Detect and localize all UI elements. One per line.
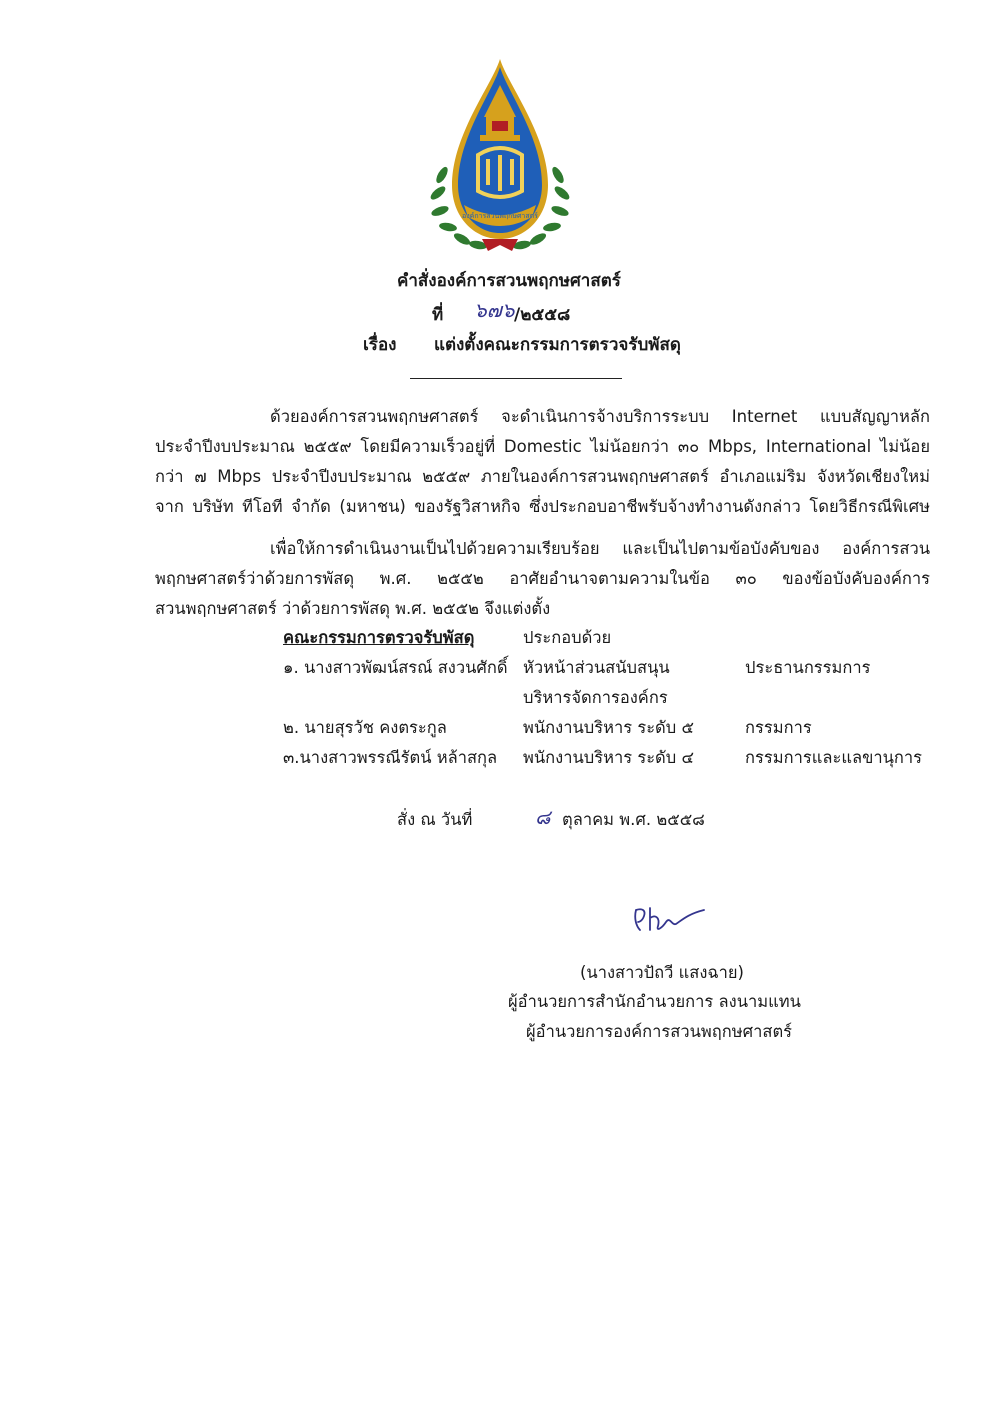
order-date-rest: ตุลาคม พ.ศ. ๒๕๕๘ [562, 810, 705, 829]
subject-text: แต่งตั้งคณะกรรมการตรวจรับพัสดุ [434, 335, 681, 355]
order-number-handwritten: ๖๗๖ [474, 298, 515, 322]
committee-heading: คณะกรรมการตรวจรับพัสดุ [283, 628, 475, 647]
emblem-text: องค์การสวนพฤกษศาสตร์ [462, 212, 538, 220]
handwritten-signature [630, 900, 710, 940]
paragraph-1-line: ประจำปีงบประมาณ ๒๕๕๙ โดยมีความเร็วอยู่ที่ Domestic ไม่น้อยกว่า ๓๐ Mbps, International ไม่น้อย [155, 437, 930, 456]
organization-logo [422, 55, 578, 255]
committee-heading-suffix: ประกอบด้วย [523, 628, 612, 647]
member-role: ประธานกรรมการ [745, 658, 871, 677]
paragraph-2-line: สวนพฤกษศาสตร์ ว่าด้วยการพัสดุ พ.ศ. ๒๕๕๒ จึงแต่งตั้ง [155, 599, 551, 618]
order-number-suffix: /๒๕๕๘ [514, 305, 571, 325]
member-role: กรรมการและแลขานุการ [745, 748, 923, 767]
member-role: กรรมการ [745, 718, 812, 737]
paragraph-1-line: จาก บริษัท ทีโอที จำกัด (มหาชน) ของรัฐวิสาหกิจ ซึ่งประกอบอาชีพรับจ้างทำงานดังกล่าว โดยวิธีกรณีพิเศษ [155, 497, 930, 516]
member-position-line2: บริหารจัดการองค์กร [523, 688, 668, 707]
paragraph-2-line: พฤกษศาสตร์ว่าด้วยการพัสดุ พ.ศ. ๒๕๕๒ อาศัยอำนาจตามความในข้อ ๓๐ ของข้อบังคับองค์การ [155, 569, 930, 588]
member-name: ๓.นางสาวพรรณีรัตน์ หล้าสกุล [283, 748, 498, 767]
signer-title-2: ผู้อำนวยการองค์การสวนพฤกษศาสตร์ [526, 1022, 793, 1041]
signer-name: (นางสาวปัถวี แสงฉาย) [580, 963, 744, 982]
order-date-prefix: สั่ง ณ วันที่ [397, 810, 473, 829]
member-name: ๑. นางสาวพัฒน์สรณ์ สงวนศักดิ์ [283, 658, 508, 677]
member-position: หัวหน้าส่วนสนับสนุน [523, 658, 670, 677]
order-number-label: ที่ [432, 305, 444, 325]
paragraph-2-line: เพื่อให้การดำเนินงานเป็นไปด้วยความเรียบร้อย และเป็นไปตามข้อบังคับของ องค์การสวน [270, 539, 930, 558]
document-title: คำสั่งองค์การสวนพฤกษศาสตร์ [397, 271, 621, 291]
header-divider [410, 378, 622, 379]
paragraph-1-line: ด้วยองค์การสวนพฤกษศาสตร์ จะดำเนินการจ้างบริการระบบ Internet แบบสัญญาหลัก [270, 407, 930, 426]
paragraph-2 [155, 534, 930, 624]
member-position: พนักงานบริหาร ระดับ ๔ [523, 748, 694, 767]
subject-label: เรื่อง [363, 335, 397, 355]
order-date-day-handwritten: ๘ [535, 805, 551, 829]
paragraph-1 [155, 402, 930, 522]
paragraph-1-line: กว่า ๗ Mbps ประจำปีงบประมาณ ๒๕๕๙ ภายในองค์การสวนพฤกษศาสตร์ อำเภอแม่ริม จังหวัดเชียงใหม่ [155, 467, 930, 486]
signer-title-1: ผู้อำนวยการสำนักอำนวยการ ลงนามแทน [508, 992, 801, 1011]
member-name: ๒. นายสุรวัช คงตระกูล [283, 718, 447, 737]
member-position: พนักงานบริหาร ระดับ ๕ [523, 718, 694, 737]
